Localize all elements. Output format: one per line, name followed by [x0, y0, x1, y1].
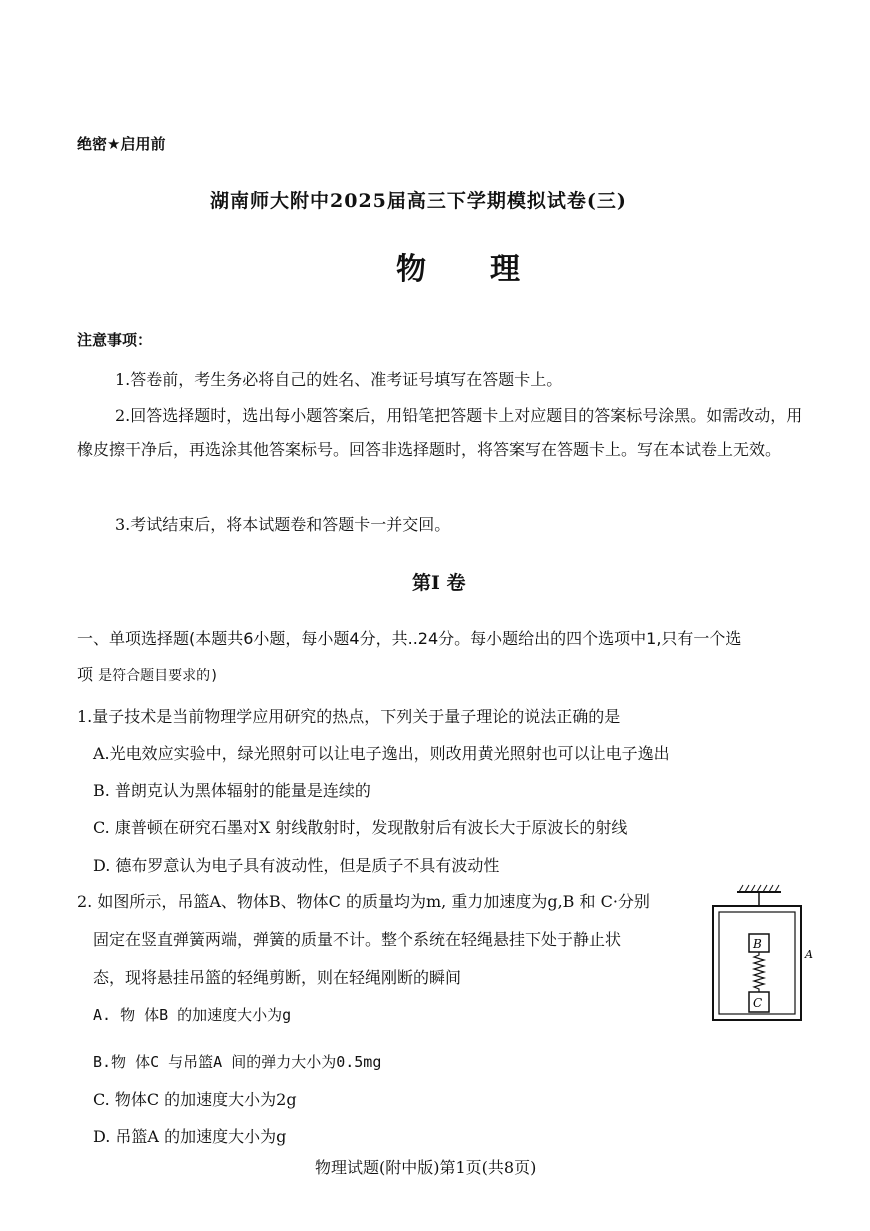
section-heading-line2-b: 是符合题目要求的) — [98, 668, 219, 684]
subject-char-2: 理 — [490, 252, 520, 287]
notice-item-1: 1.答卷前，考生务必将自己的姓名、准考证号填写在答题卡上。 — [115, 370, 563, 389]
block-b-label: B — [753, 937, 762, 951]
section-heading-line2-a: 项 — [77, 665, 94, 684]
subject-title — [396, 244, 520, 288]
question-1-option-a: A.光电效应实验中，绿光照射可以让电子逸出，则改用黄光照射也可以让电子逸出 — [93, 744, 670, 763]
section-heading-line1: 一、单项选择题(本题共6小题，每小题4分，共..24分。每小题给出的四个选项中1,只有一个选 — [77, 629, 742, 648]
notice-title: 注意事项： — [77, 331, 153, 349]
section-heading-line2 — [77, 657, 741, 694]
question-2-option-b: B.物 体C 与吊篮A 间的弹力大小为0.5mg — [93, 1053, 382, 1071]
question-2-option-c: C. 物体C 的加速度大小为2g — [93, 1090, 297, 1109]
question-2-stem-line3: 态，现将悬挂吊篮的轻绳剪断，则在轻绳刚断的瞬间 — [93, 968, 462, 987]
block-c-label: C — [753, 996, 763, 1010]
question-1-option-b: B. 普朗克认为黑体辐射的能量是连续的 — [93, 781, 371, 800]
question-1-option-c: C. 康普顿在研究石墨对X 射线散射时，发现散射后有波长大于原波长的射线 — [93, 818, 628, 837]
question-2-option-d: D. 吊篮A 的加速度大小为g — [93, 1127, 287, 1146]
secret-mark: 绝密★启用前 — [77, 135, 166, 153]
subject-char-1: 物 — [396, 252, 426, 287]
basket-a-label: A — [805, 948, 813, 961]
question-2-option-a: A. 物 体B 的加速度大小为g — [93, 1006, 292, 1024]
volume-title: 第I 卷 — [412, 572, 466, 594]
basket-spring-diagram — [709, 882, 817, 1024]
exam-title: 湖南师大附中2025届高三下学期模拟试卷(三) — [210, 190, 627, 212]
question-2-stem-line1: 2. 如图所示，吊篮A、物体B、物体C 的质量均为m, 重力加速度为g,B 和 C·分别 — [77, 892, 650, 911]
question-1-stem: 1.量子技术是当前物理学应用研究的热点，下列关于量子理论的说法正确的是 — [77, 707, 621, 726]
section-heading — [77, 621, 741, 694]
question-2-stem-line2: 固定在竖直弹簧两端，弹簧的质量不计。整个系统在轻绳悬挂下处于静止状 — [93, 930, 622, 949]
notice-item-2: 2.回答选择题时，选出每小题答案后，用铅笔把答题卡上对应题目的答案标号涂黑。如需改动，用橡皮擦干净后，再选涂其他答案标号。回答非选择题时，将答案写在答题卡上。写在本试卷上无效。 — [77, 406, 803, 459]
question-2-figure — [709, 882, 817, 1028]
notice-item-3: 3.考试结束后，将本试题卷和答题卡一并交回。 — [115, 515, 451, 534]
page-footer: 物理试题(附中版)第1页(共8页) — [315, 1158, 537, 1177]
question-1-option-d: D. 德布罗意认为电子具有波动性，但是质子不具有波动性 — [93, 856, 500, 875]
